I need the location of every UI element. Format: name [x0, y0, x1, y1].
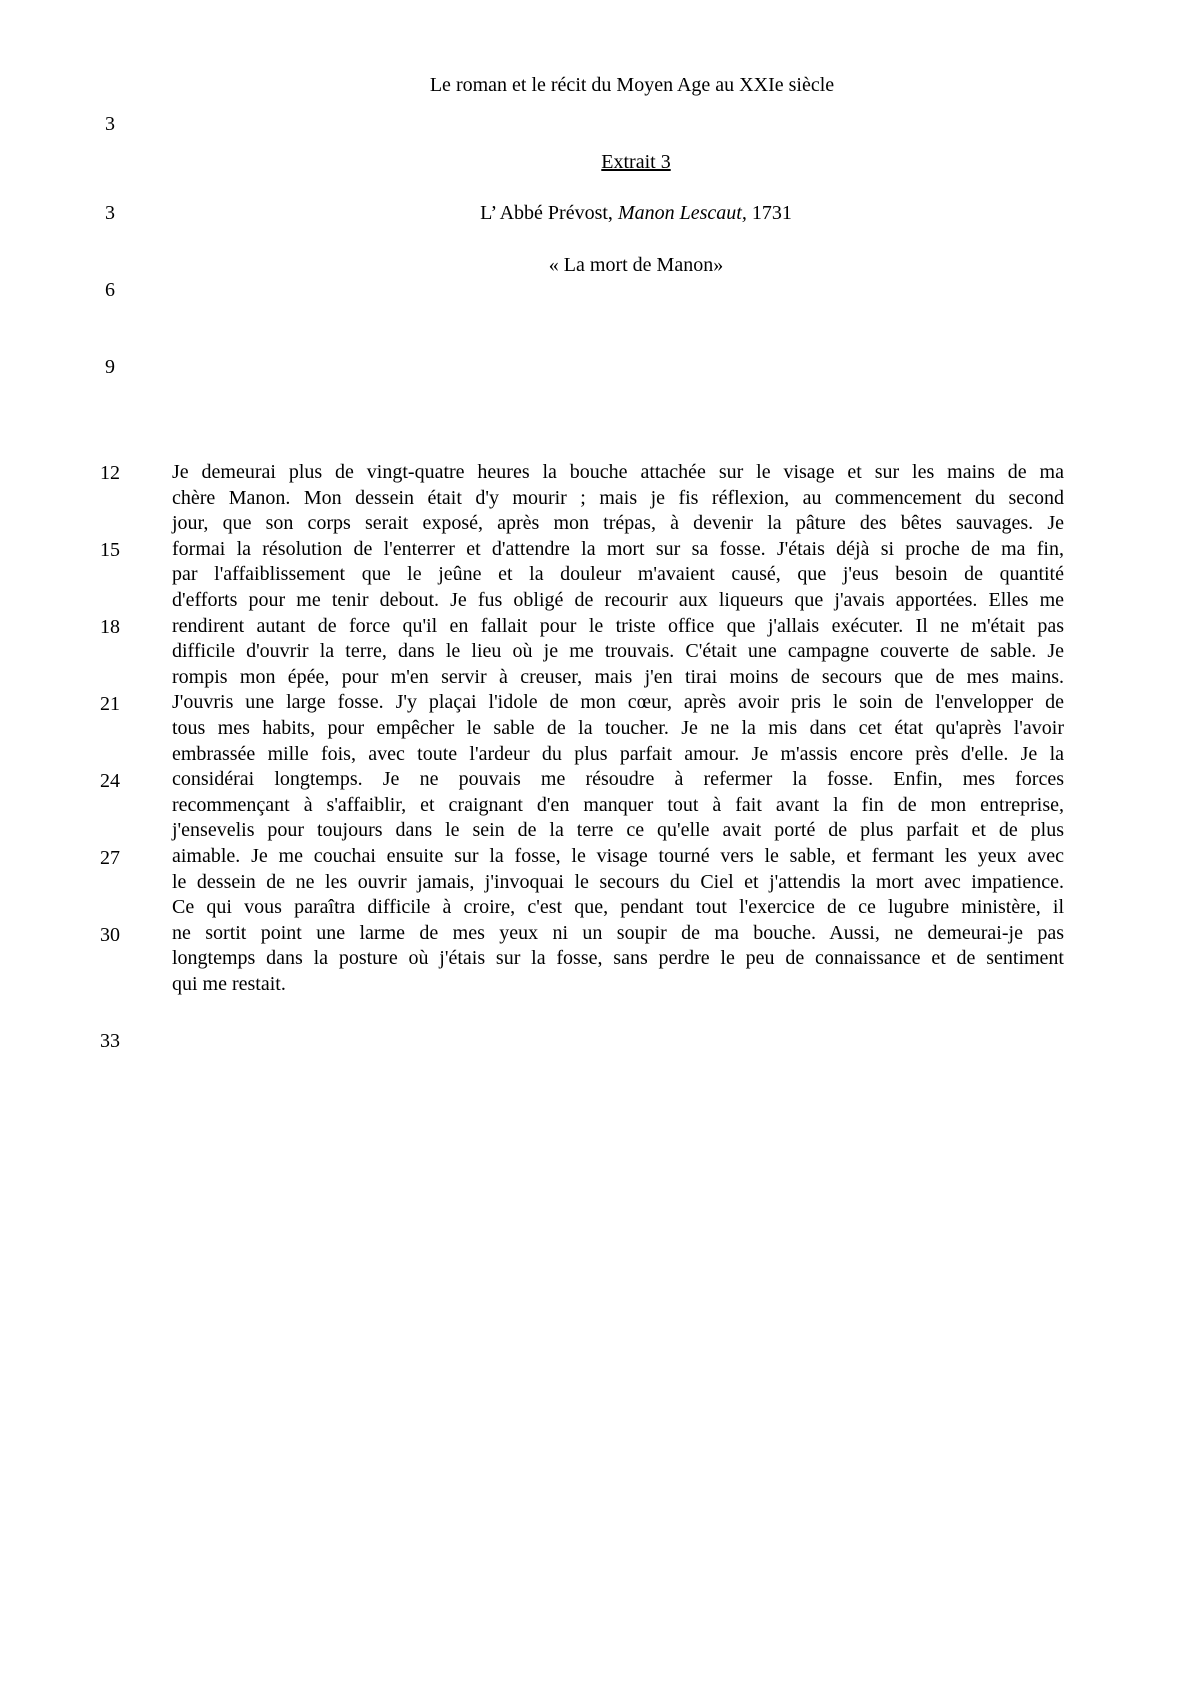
text-line: j'ensevelis pour toujours dans le sein de la terre ce qu'elle avait porté de plus parfait et de plus — [172, 819, 1064, 842]
text-line: rompis mon épée, pour m'en servir à creuser, mais j'en tirai moins de secours que de mes mains. — [172, 665, 1064, 688]
line-number: 3 — [105, 202, 115, 224]
line-number: 27 — [100, 847, 120, 869]
line-number: 3 — [105, 113, 115, 135]
text-line: tous mes habits, pour empêcher le sable de la toucher. Je ne la mis dans cet état qu'après l'avoir — [172, 716, 1064, 739]
text-line: Je demeurai plus de vingt-quatre heures la bouche attachée sur le visage et sur les mains de ma — [172, 461, 1064, 483]
publication-year: 1731 — [746, 202, 792, 224]
line-number: 12 — [100, 462, 120, 484]
line-number: 9 — [105, 356, 115, 378]
text-line: embrassée mille fois, avec toute l'ardeur du plus parfait amour. Je m'assis encore près d'elle. Je la — [172, 742, 1064, 765]
text-line: le dessein de ne les ouvrir jamais, j'invoquai le secours du Ciel et j'attendis la mort avec impatience. — [172, 870, 1064, 893]
text-line: Ce qui vous paraîtra difficile à croire, c'est que, pendant tout l'exercice de ce lugubre ministère, il — [172, 896, 1064, 919]
extract-label: Extrait 3 — [601, 151, 671, 173]
line-number: 15 — [100, 539, 120, 561]
line-number: 18 — [100, 616, 120, 638]
text-line: ne sortit point une larme de mes yeux ni un soupir de ma bouche. Aussi, ne demeurai-je pas — [172, 921, 1064, 944]
author-line — [172, 200, 1100, 226]
line-number: 33 — [100, 1030, 120, 1052]
line-number: 6 — [105, 279, 115, 301]
text-line: rendirent autant de force qu'il en fallait pour le triste office que j'allais exécuter. Il ne m'était pas — [172, 614, 1064, 637]
text-line: formai la résolution de l'enterrer et d'attendre la mort sur sa fosse. J'étais déjà si proche de ma fin, — [172, 537, 1064, 560]
text-line: d'efforts pour me tenir debout. Je fus obligé de recourir aux liqueurs que j'avais apportées. Elles me — [172, 588, 1064, 611]
work-title: Manon Lescaut, — [617, 202, 747, 224]
text-line: chère Manon. Mon dessein était d'y mourir ; mais je fis réflexion, au commencement du second — [172, 486, 1064, 509]
text-line: aimable. Je me couchai ensuite sur la fosse, le visage tourné vers le sable, et fermant les yeux avec — [172, 844, 1064, 867]
text-line: jour, que son corps serait exposé, après mon trépas, à devenir la pâture des bêtes sauvages. Je — [172, 512, 1064, 535]
line-number: 30 — [100, 924, 120, 946]
author-name: L’ Abbé Prévost, — [480, 202, 618, 224]
running-header-title: Le roman et le récit du Moyen Age au XXIe siècle — [429, 74, 835, 96]
text-line: difficile d'ouvrir la terre, dans le lieu où je me trouvais. C'était une campagne couverte de sable. Je — [172, 640, 1064, 663]
excerpt-title: « La mort de Manon» — [548, 254, 724, 276]
text-line: longtemps dans la posture où j'étais sur la fosse, sans perdre le peu de connaissance et de sentiment — [172, 947, 1064, 970]
text-line: recommençant à s'affaiblir, et craignant d'en manquer tout à fait avant la fin de mon entreprise, — [172, 793, 1064, 816]
text-line: considérai longtemps. Je ne pouvais me résoudre à refermer la fosse. Enfin, mes forces — [172, 768, 1064, 791]
excerpt-body — [172, 460, 1064, 997]
text-line: J'ouvris une large fosse. J'y plaçai l'idole de mon cœur, après avoir pris le soin de l'envelopper de — [172, 691, 1064, 714]
text-line: qui me restait. — [172, 972, 286, 995]
text-line: par l'affaiblissement que le jeûne et la douleur m'avaient causé, que j'eus besoin de quantité — [172, 563, 1064, 586]
line-number: 21 — [100, 693, 120, 715]
line-number: 24 — [100, 770, 120, 792]
